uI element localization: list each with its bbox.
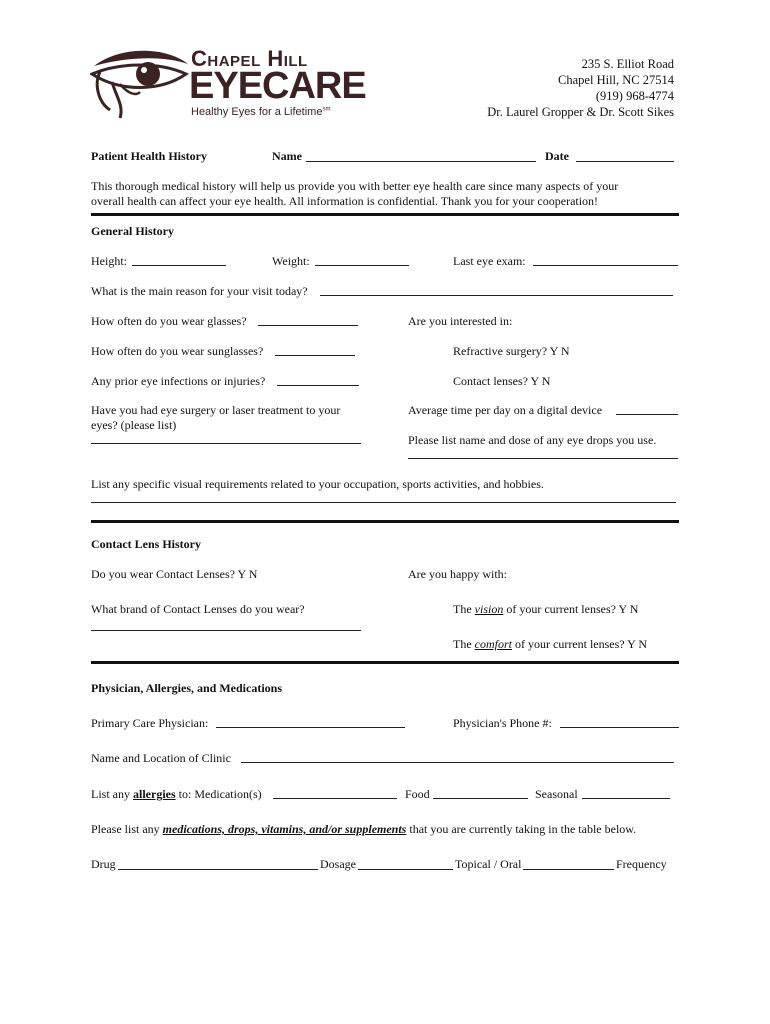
food-label: Food: [405, 787, 430, 801]
table-header-underline: [91, 869, 667, 870]
brand-label: What brand of Contact Lenses do you wear?: [91, 602, 305, 616]
intro-line1: This thorough medical history will help us provide you with better eye health care since many aspects of your: [91, 179, 619, 193]
contacts-interest-label[interactable]: Contact lenses? Y N: [453, 374, 551, 388]
height-label: Height:: [91, 254, 127, 268]
surgery-field[interactable]: [91, 443, 361, 444]
glasses-field[interactable]: [258, 325, 358, 326]
allergy-label: List any allergies to: Medication(s): [91, 787, 262, 801]
name-label: Name: [272, 149, 302, 163]
comfort-question[interactable]: The comfort of your current lenses? Y N: [453, 637, 648, 651]
clinic-field[interactable]: [241, 762, 674, 763]
weight-label: Weight:: [272, 254, 310, 268]
section-divider: [91, 520, 679, 523]
section-divider: [91, 661, 679, 664]
contact-heading: Contact Lens History: [91, 537, 201, 551]
last-exam-label: Last eye exam:: [453, 254, 526, 268]
section-divider: [91, 213, 679, 216]
address-city: Chapel Hill, NC 27514: [558, 73, 674, 87]
clinic-label: Name and Location of Clinic: [91, 751, 231, 765]
vision-question[interactable]: The vision of your current lenses? Y N: [453, 602, 639, 616]
pcp-field[interactable]: [216, 727, 405, 728]
meds-instruction: Please list any medications, drops, vitamins, and/or supplements that you are currently taking in the table below.: [91, 822, 637, 836]
general-heading: General History: [91, 224, 174, 238]
address-phone: (919) 968-4774: [595, 89, 674, 103]
logo: [90, 44, 366, 124]
logo-tagline: Healthy Eyes for a Lifetime$^{sm}$: [191, 106, 331, 118]
weight-field[interactable]: [315, 265, 409, 266]
infections-field[interactable]: [277, 385, 359, 386]
physician-phone-label: Physician's Phone #:: [453, 716, 552, 730]
pcp-label: Primary Care Physician:: [91, 716, 209, 730]
infections-label: Any prior eye infections or injuries?: [91, 374, 266, 388]
date-field[interactable]: [576, 161, 674, 162]
digital-label: Average time per day on a digital device: [408, 403, 603, 417]
drops-label: Please list name and dose of any eye drops you use.: [408, 433, 657, 447]
happy-label: Are you happy with:: [408, 567, 507, 581]
sunglasses-label: How often do you wear sunglasses?: [91, 344, 264, 358]
visual-label: List any specific visual requirements related to your occupation, sports activities, and hobbies.: [91, 477, 544, 491]
height-field[interactable]: [132, 265, 226, 266]
form-title: Patient Health History: [91, 149, 207, 163]
reason-label: What is the main reason for your visit today?: [91, 284, 308, 298]
table-header-drug: Drug: [91, 857, 116, 871]
name-field[interactable]: [306, 161, 536, 162]
sunglasses-field[interactable]: [275, 355, 355, 356]
refractive-label[interactable]: Refractive surgery? Y N: [453, 344, 570, 358]
logo-line2: EYECARE: [189, 65, 366, 107]
seasonal-label: Seasonal: [535, 787, 578, 801]
address-doctors: Dr. Laurel Gropper & Dr. Scott Sikes: [487, 105, 674, 119]
digital-field[interactable]: [616, 414, 678, 415]
seasonal-allergy-field[interactable]: [582, 798, 670, 799]
table-header-frequency: Frequency: [616, 857, 667, 871]
wear-contacts-label[interactable]: Do you wear Contact Lenses? Y N: [91, 567, 258, 581]
address-block: [487, 56, 674, 120]
logo-line1: Chapel Hill: [191, 46, 308, 71]
physician-phone-field[interactable]: [560, 727, 679, 728]
medication-allergy-field[interactable]: [273, 798, 397, 799]
interested-label: Are you interested in:: [408, 314, 513, 328]
brand-field[interactable]: [91, 630, 361, 631]
intro-line2: overall health can affect your eye health. All information is confidential. Thank you for your cooperation!: [91, 194, 599, 208]
table-header-dosage: Dosage: [320, 857, 356, 871]
reason-field[interactable]: [320, 295, 673, 296]
table-header-route: Topical / Oral: [455, 857, 522, 871]
last-exam-field[interactable]: [533, 265, 678, 266]
date-label: Date: [545, 149, 569, 163]
surgery-label-line2: eyes? (please list): [91, 418, 177, 432]
drops-field[interactable]: [408, 458, 678, 459]
surgery-label-line1: Have you had eye surgery or laser treatment to your: [91, 403, 341, 417]
visual-field[interactable]: [91, 502, 676, 503]
physician-heading: Physician, Allergies, and Medications: [91, 681, 283, 695]
glasses-label: How often do you wear glasses?: [91, 314, 247, 328]
address-street: 235 S. Elliot Road: [581, 57, 674, 71]
food-allergy-field[interactable]: [433, 798, 528, 799]
eye-logo-icon: [90, 44, 190, 120]
